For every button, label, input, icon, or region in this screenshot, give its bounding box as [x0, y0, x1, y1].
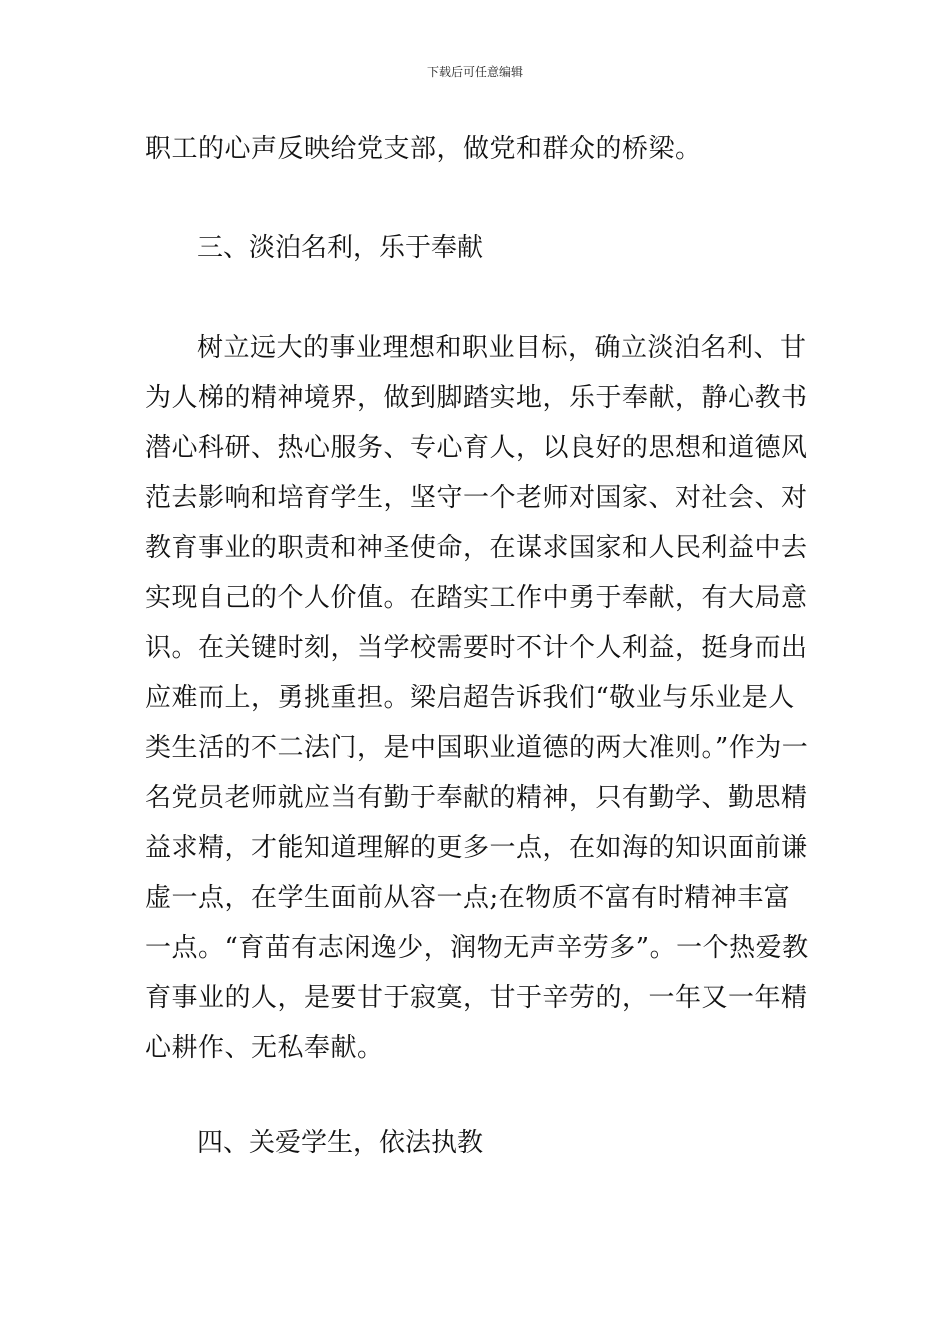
section-4-heading: 四、关爱学生，依法执教 [197, 1128, 484, 1158]
section-3-heading: 三、淡泊名利，乐于奉献 [197, 233, 484, 263]
page-header-watermark: 下载后可任意编辑 [426, 65, 523, 79]
intro-paragraph: 职工的心声反映给党支部，做党和群众的桥梁。 [145, 134, 702, 164]
section-3-paragraph: 树立远大的事业理想和职业目标，确立淡泊名利、甘为人梯的精神境界，做到脚踏实地，乐于奉献，静心教书潜心科研、热心服务、专心育人，以良好的思想和道德风范去影响和培育学生，坚守一个老师对国家、对社会、对教育事业的职责和神圣使命，在谋求国家和人民利益中去实现自己的个人价值。在踏实工作中勇于奉献，有大局意识。在关键时刻，当学校需要时不计个人利益，挺身而出应难而上，勇挑重担。梁启超告诉我们“敬业与乐业是人类生活的不二法门，是中国职业道德的两大准则。”作为一名党员老师就应当有勤于奉献的精神，只有勤学、勤思精益求精，才能知道理解的更多一点，在如海的知识面前谦虚一点，在学生面前从容一点;在物质不富有时精神丰富一点。“育苗有志闲逸少，润物无声辛劳多”。一个热爱教育事业的人，是要甘于寂寞，甘于辛劳的，一年又一年精心耕作、无私奉献。 [145, 333, 809, 1063]
